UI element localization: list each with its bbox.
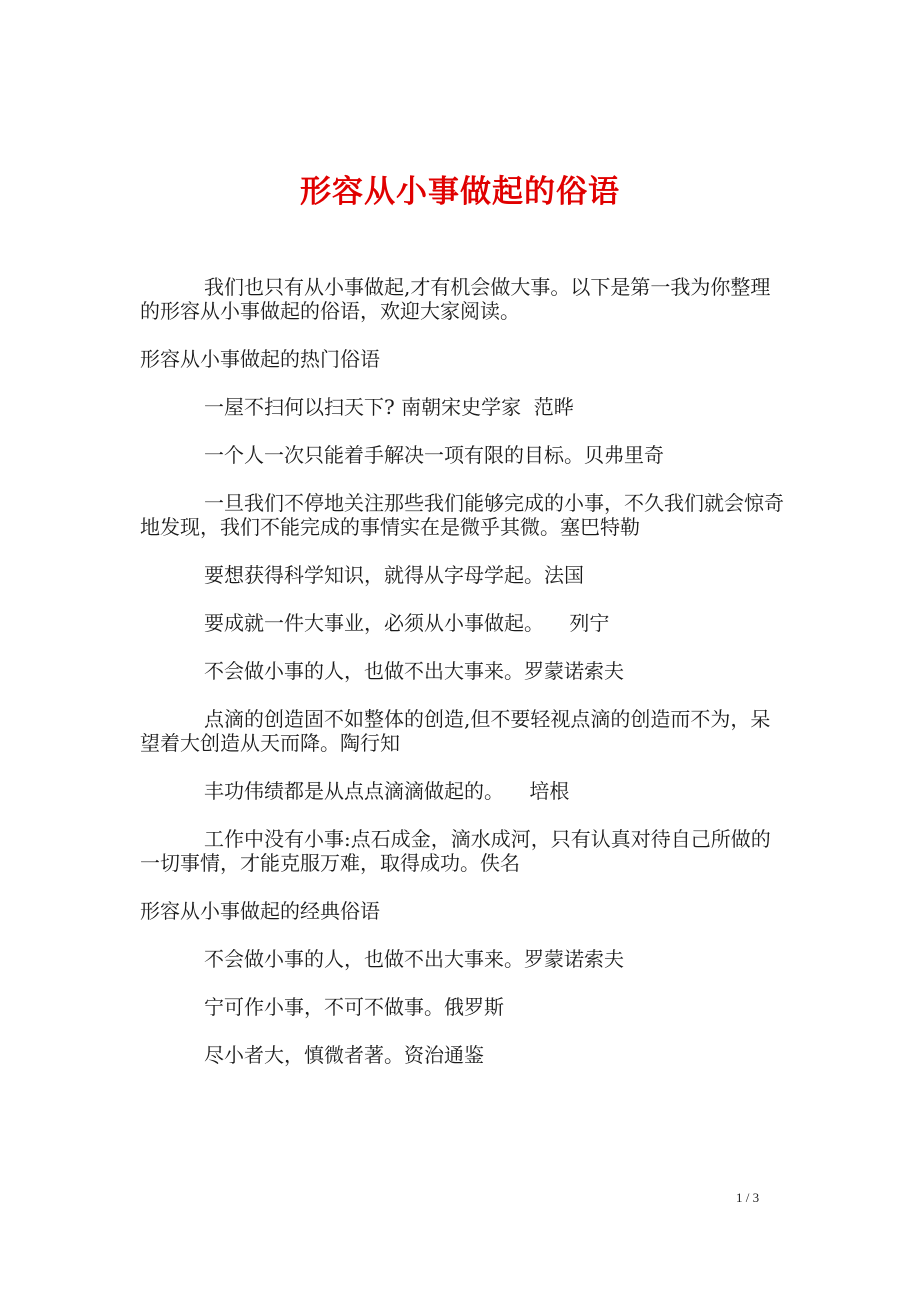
proverb-item: 要想获得科学知识，就得从字母学起。法国	[204, 563, 584, 587]
proverb-item: 不会做小事的人，也做不出大事来。罗蒙诺索夫	[204, 947, 624, 971]
section-heading-popular: 形容从小事做起的热门俗语	[140, 347, 380, 371]
proverb-item: 工作中没有小事:点石成金，滴水成河，只有认真对待自己所做的一切事情，才能克服万难，取得成功。佚名	[140, 827, 771, 875]
proverb-item: 要成就一件大事业，必须从小事做起。 列宁	[204, 611, 610, 635]
proverb-item: 丰功伟绩都是从点点滴滴做起的。 培根	[204, 779, 570, 803]
proverb-item: 宁可作小事，不可不做事。俄罗斯	[204, 995, 504, 1019]
document-title: 形容从小事做起的俗语	[300, 173, 620, 210]
proverb-item: 不会做小事的人，也做不出大事来。罗蒙诺索夫	[204, 659, 624, 683]
proverb-item: 一旦我们不停地关注那些我们能够完成的小事，不久我们就会惊奇地发现，我们不能完成的事情实在是微乎其微。塞巴特勒	[140, 491, 784, 539]
section-heading-classic: 形容从小事做起的经典俗语	[140, 899, 380, 923]
page-number: 1 / 3	[736, 1190, 760, 1205]
document-body	[140, 275, 790, 1091]
proverb-item: 一个人一次只能着手解决一项有限的目标。贝弗里奇	[204, 443, 664, 467]
proverb-item: 点滴的创造固不如整体的创造,但不要轻视点滴的创造而不为，呆望着大创造从天而降。陶行知	[140, 707, 771, 755]
proverb-item: 尽小者大，慎微者著。资治通鉴	[204, 1043, 484, 1067]
intro-paragraph: 我们也只有从小事做起,才有机会做大事。以下是第一我为你整理的形容从小事做起的俗语，欢迎大家阅读。	[140, 275, 771, 323]
proverb-item: 一屋不扫何以扫天下? 南朝宋史学家 范晔	[204, 395, 574, 419]
